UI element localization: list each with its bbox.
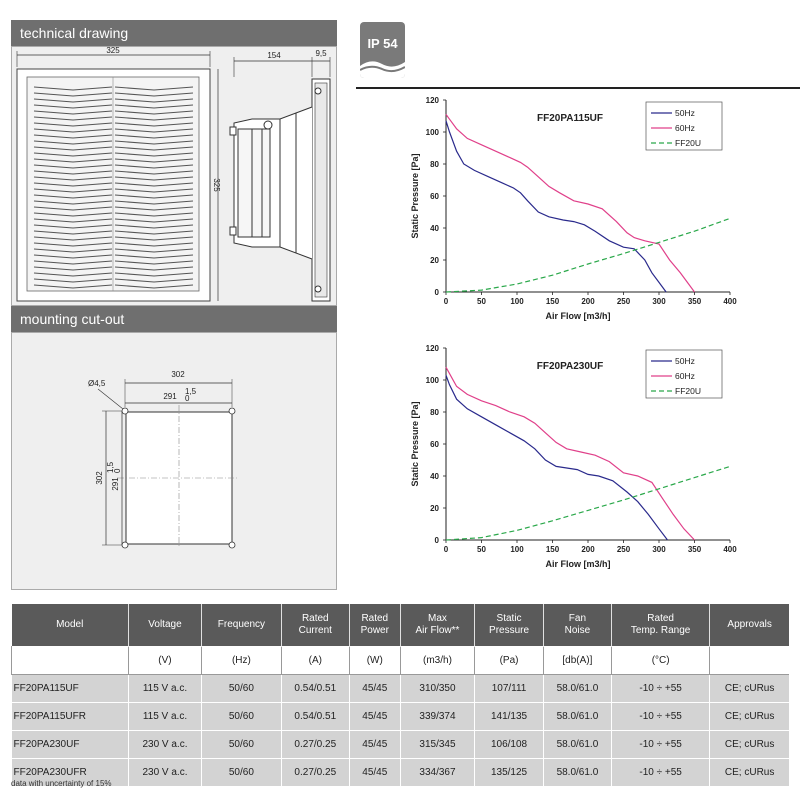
table-header-cell: Rated Power xyxy=(349,604,400,647)
chart0-x-tick-label: 250 xyxy=(616,297,631,306)
table-header-cell: Frequency xyxy=(202,604,282,647)
table-cell: -10 ÷ +55 xyxy=(612,759,710,787)
table-row xyxy=(12,675,790,703)
chart0-x-tick-label: 200 xyxy=(581,297,595,306)
table-unit-cell xyxy=(12,647,129,675)
chart1-x-tick-label: 300 xyxy=(652,545,666,554)
table-header-cell: Approvals xyxy=(710,604,789,647)
table-cell: 58.0/61.0 xyxy=(543,759,611,787)
table-header-cell: Max Air Flow** xyxy=(400,604,475,647)
chart0-x-tick-label: 50 xyxy=(477,297,486,306)
table-cell: 230 V a.c. xyxy=(128,731,201,759)
outer-width-dimension: 302 xyxy=(171,370,185,379)
table-unit-cell xyxy=(710,647,789,675)
ip-badge-label: IP 54 xyxy=(367,36,398,51)
chart1-x-tick-label: 350 xyxy=(687,545,702,554)
chart1-y-tick-label: 120 xyxy=(425,344,439,353)
table-cell: CE; cURus xyxy=(710,731,789,759)
chart-ff20pa230uf xyxy=(400,338,760,588)
table-cell: 141/135 xyxy=(475,703,544,731)
chart0-x-tick-label: 350 xyxy=(687,297,702,306)
table-header-cell: Rated Current xyxy=(281,604,349,647)
chart0-x-tick-label: 400 xyxy=(723,297,737,306)
chart1-y-tick-label: 80 xyxy=(430,408,439,417)
chart1-x-tick-label: 150 xyxy=(545,545,560,554)
inner-height-dimension: 291 xyxy=(111,477,120,491)
technical-drawing-panel xyxy=(11,46,337,306)
chart0-title: FF20PA115UF xyxy=(537,113,603,124)
table-cell: -10 ÷ +55 xyxy=(612,675,710,703)
chart1-y-tick-label: 40 xyxy=(430,472,439,481)
footnote: data with uncertainty of 15% xyxy=(11,779,112,788)
inner-height-tolerance-upper: 1,5 xyxy=(106,461,115,473)
table-cell: 310/350 xyxy=(400,675,475,703)
chart0-y-tick-label: 20 xyxy=(430,256,439,265)
wave-icon xyxy=(360,56,405,78)
table-cell: 0.27/0.25 xyxy=(281,731,349,759)
table-cell: -10 ÷ +55 xyxy=(612,703,710,731)
chart0-y-tick-label: 40 xyxy=(430,224,439,233)
table-cell: 45/45 xyxy=(349,703,400,731)
table-units-row xyxy=(12,647,790,675)
chart0-legend-label: 60Hz xyxy=(675,123,695,133)
table-unit-cell: (°C) xyxy=(612,647,710,675)
inner-width-tolerance-lower: 0 xyxy=(185,394,190,403)
table-cell: 315/345 xyxy=(400,731,475,759)
table-cell: FF20PA115UFR xyxy=(12,703,129,731)
table-header-cell: Static Pressure xyxy=(475,604,544,647)
chart-ff20pa115uf xyxy=(400,90,760,340)
table-cell: 58.0/61.0 xyxy=(543,731,611,759)
chart1-x-tick-label: 0 xyxy=(443,545,449,554)
width-dimension: 325 xyxy=(106,47,120,55)
table-unit-cell: (Pa) xyxy=(475,647,544,675)
table-cell: 334/367 xyxy=(400,759,475,787)
mounting-cutout-heading: mounting cut-out xyxy=(11,306,337,332)
table-cell: 45/45 xyxy=(349,731,400,759)
outer-height-dimension: 302 xyxy=(95,471,104,485)
table-cell: 50/60 xyxy=(202,759,282,787)
chart1-legend-label: 60Hz xyxy=(675,371,695,381)
table-cell: -10 ÷ +55 xyxy=(612,731,710,759)
table-cell: 45/45 xyxy=(349,759,400,787)
table-row xyxy=(12,759,790,787)
table-cell: 45/45 xyxy=(349,675,400,703)
chart1-x-tick-label: 50 xyxy=(477,545,486,554)
table-unit-cell: (A) xyxy=(281,647,349,675)
table-header-cell: Rated Temp. Range xyxy=(612,604,710,647)
height-dimension: 325 xyxy=(212,178,221,192)
table-cell: 50/60 xyxy=(202,675,282,703)
table-cell: 58.0/61.0 xyxy=(543,675,611,703)
table-unit-cell: (m3/h) xyxy=(400,647,475,675)
chart0-y-tick-label: 120 xyxy=(425,96,439,105)
inner-height-tolerance-lower: 0 xyxy=(113,468,122,473)
mounting-cutout-svg xyxy=(12,333,338,591)
chart0-x-axis-label: Air Flow [m3/h] xyxy=(545,311,611,321)
chart1-x-tick-label: 250 xyxy=(616,545,631,554)
chart1-x-tick-label: 400 xyxy=(723,545,737,554)
chart0-y-tick-label: 0 xyxy=(434,288,439,297)
chart1-legend-label: FF20U xyxy=(675,386,701,396)
chart1-legend-label: 50Hz xyxy=(675,356,695,366)
table-header-cell: Voltage xyxy=(128,604,201,647)
chart1-y-tick-label: 100 xyxy=(425,376,439,385)
table-header-cell: Fan Noise xyxy=(543,604,611,647)
table-cell: 106/108 xyxy=(475,731,544,759)
inner-width-dimension: 291 xyxy=(163,392,177,401)
table-unit-cell: (Hz) xyxy=(202,647,282,675)
hole-diameter-label: Ø4,5 xyxy=(88,379,106,388)
chart0-y-tick-label: 80 xyxy=(430,160,439,169)
chart1-title: FF20PA230UF xyxy=(536,361,604,372)
table-row xyxy=(12,703,790,731)
table-cell: 107/111 xyxy=(475,675,544,703)
table-cell: CE; cURus xyxy=(710,675,789,703)
table-cell: FF20PA230UF xyxy=(12,731,129,759)
inner-width-tolerance-upper: 1,5 xyxy=(185,387,197,396)
side-view xyxy=(230,57,330,301)
chart0-x-tick-label: 300 xyxy=(652,297,666,306)
table-row xyxy=(12,731,790,759)
table-cell: 50/60 xyxy=(202,731,282,759)
table-cell: 0.54/0.51 xyxy=(281,703,349,731)
table-cell: 0.27/0.25 xyxy=(281,759,349,787)
front-view xyxy=(17,69,210,301)
chart1-y-tick-label: 0 xyxy=(434,536,439,545)
chart1-y-tick-label: 20 xyxy=(430,504,439,513)
chart1-y-tick-label: 60 xyxy=(430,440,439,449)
table-unit-cell: (W) xyxy=(349,647,400,675)
table-cell: 115 V a.c. xyxy=(128,703,201,731)
table-cell: 115 V a.c. xyxy=(128,675,201,703)
chart1-x-axis-label: Air Flow [m3/h] xyxy=(545,559,611,569)
table-cell: 230 V a.c. xyxy=(128,759,201,787)
table-unit-cell: [db(A)] xyxy=(543,647,611,675)
table-cell: CE; cURus xyxy=(710,703,789,731)
table-cell: FF20PA115UF xyxy=(12,675,129,703)
technical-drawing-svg xyxy=(12,47,338,307)
table-cell: 50/60 xyxy=(202,703,282,731)
header-rule xyxy=(356,87,800,89)
chart0-x-tick-label: 100 xyxy=(510,297,524,306)
table-cell: CE; cURus xyxy=(710,759,789,787)
chart0-legend-label: FF20U xyxy=(675,138,701,148)
chart0-x-tick-label: 150 xyxy=(545,297,560,306)
table-cell: 0.54/0.51 xyxy=(281,675,349,703)
table-cell: 339/374 xyxy=(400,703,475,731)
spec-table xyxy=(11,604,789,786)
mounting-cutout-panel xyxy=(11,332,337,590)
table-cell: 135/125 xyxy=(475,759,544,787)
chart1-x-tick-label: 100 xyxy=(510,545,524,554)
flange-dimension: 9,5 xyxy=(315,49,327,58)
depth-dimension: 154 xyxy=(267,51,281,60)
table-cell: 58.0/61.0 xyxy=(543,703,611,731)
chart0-y-axis-label: Static Pressure [Pa] xyxy=(410,153,420,239)
ip-badge xyxy=(360,22,405,78)
table-header-cell: Model xyxy=(12,604,129,647)
chart0-y-tick-label: 60 xyxy=(430,192,439,201)
chart1-x-tick-label: 200 xyxy=(581,545,595,554)
table-unit-cell: (V) xyxy=(128,647,201,675)
table-header-row xyxy=(12,604,790,647)
chart1-y-axis-label: Static Pressure [Pa] xyxy=(410,401,420,487)
chart0-legend-label: 50Hz xyxy=(675,108,695,118)
table-cell: FF20PA230UFR xyxy=(12,759,129,787)
chart0-y-tick-label: 100 xyxy=(425,128,439,137)
technical-drawing-heading: technical drawing xyxy=(11,20,337,46)
chart0-x-tick-label: 0 xyxy=(443,297,449,306)
